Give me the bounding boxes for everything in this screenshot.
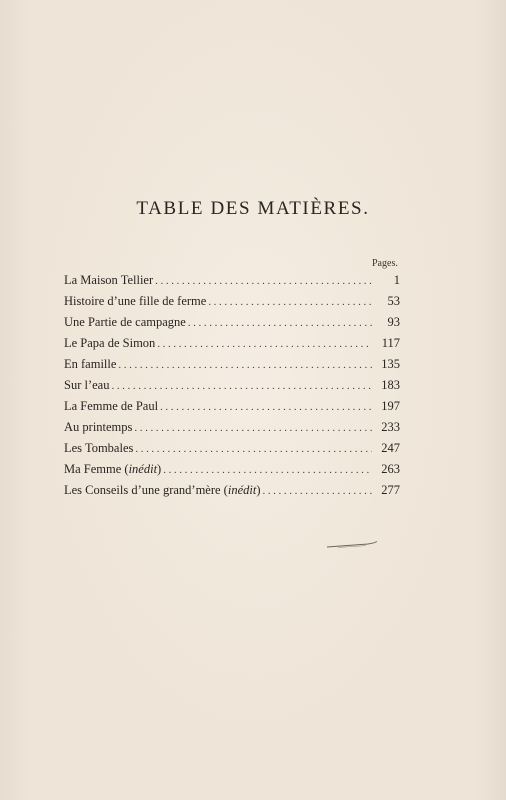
toc-entry-title: En famille xyxy=(64,357,117,371)
toc-entry xyxy=(64,378,400,399)
table-of-contents xyxy=(64,273,400,504)
toc-page-number: 53 xyxy=(387,294,400,308)
toc-entry-title: Le Papa de Simon xyxy=(64,336,156,350)
dot-leader xyxy=(188,317,372,329)
toc-page-number: 197 xyxy=(381,399,400,413)
toc-entry xyxy=(64,315,400,336)
toc-entry xyxy=(64,294,400,315)
toc-entry xyxy=(64,462,400,483)
dot-leader xyxy=(155,275,372,287)
toc-entry xyxy=(64,273,400,294)
toc-entry-title: La Femme de Paul xyxy=(64,399,159,413)
dot-leader xyxy=(135,443,372,455)
toc-entry-title: Histoire d’une fille de ferme xyxy=(64,294,207,308)
toc-entry-title: Sur l’eau xyxy=(64,378,110,392)
toc-entry-title: Les Tombales xyxy=(64,441,134,455)
toc-entry-title: La Maison Tellier xyxy=(64,273,154,287)
toc-page-number: 247 xyxy=(381,441,400,455)
toc-entry xyxy=(64,336,400,357)
page-title: TABLE DES MATIÈRES. xyxy=(136,198,370,219)
toc-entry-title: Une Partie de campagne xyxy=(64,315,186,329)
toc-page-number: 117 xyxy=(381,336,400,350)
toc-entry xyxy=(64,357,400,378)
toc-page-number: 183 xyxy=(381,378,400,392)
toc-page-number: 1 xyxy=(393,273,400,287)
toc-page-number: 135 xyxy=(381,357,400,371)
toc-page-number: 277 xyxy=(381,483,400,497)
dot-leader xyxy=(208,296,372,308)
ornament-flourish xyxy=(326,541,378,549)
toc-entry-title: Ma Femme (inédit) xyxy=(64,462,162,476)
dot-leader xyxy=(163,464,372,476)
toc-entry xyxy=(64,441,400,462)
dot-leader xyxy=(118,359,372,371)
toc-page-number: 233 xyxy=(381,420,400,434)
toc-page-number: 263 xyxy=(381,462,400,476)
dot-leader xyxy=(111,380,372,392)
pages-column-heading: Pages. xyxy=(372,258,398,269)
dot-leader xyxy=(157,338,372,350)
toc-entry xyxy=(64,399,400,420)
dot-leader xyxy=(134,422,372,434)
toc-entry xyxy=(64,483,400,504)
dot-leader xyxy=(160,401,372,413)
toc-entry xyxy=(64,420,400,441)
toc-page-number: 93 xyxy=(387,315,400,329)
toc-entry-title: Au printemps xyxy=(64,420,133,434)
dot-leader xyxy=(262,485,372,497)
toc-entry-title: Les Conseils d’une grand’mère (inédit) xyxy=(64,483,261,497)
